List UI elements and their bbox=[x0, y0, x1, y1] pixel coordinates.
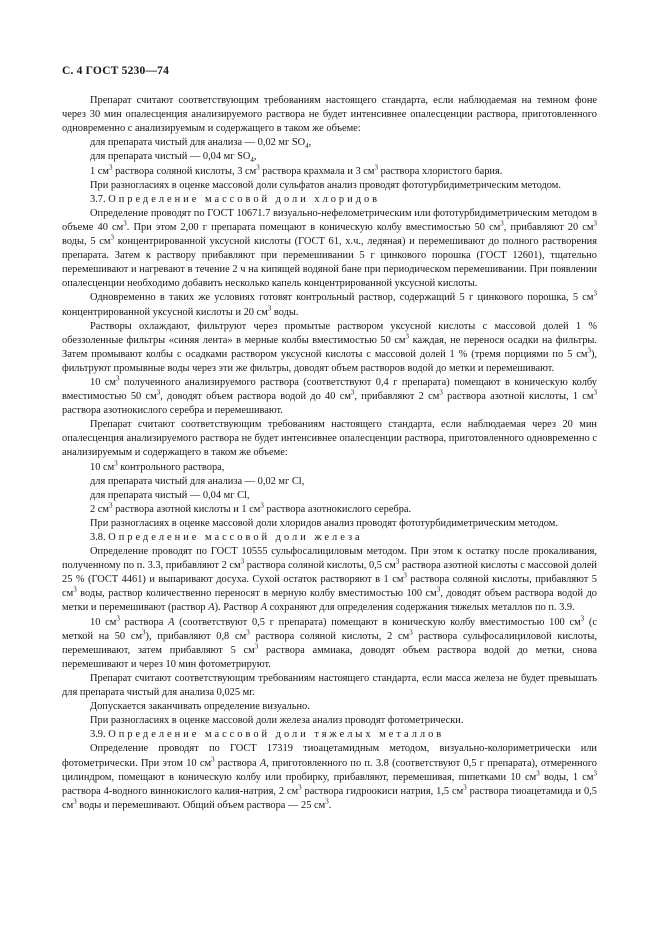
paragraph: Препарат считают соответствующим требованиям настоящего стандарта, если масса железа не будет превышать для препарата чистый для анализа 0,025 мг. bbox=[62, 672, 597, 699]
document-body bbox=[62, 94, 597, 813]
paragraph: Препарат считают соответствующим требованиям настоящего стандарта, если наблюдаемая на темном фоне через 30 мин опалесценция анализируемого раствора не будет интенсивнее опалесценции раствора, приготовленного одновременно с анализируемым и содержащего в таком же объеме: bbox=[62, 95, 597, 135]
text-line: 10 $см^3$ контрольного раствора, bbox=[90, 459, 225, 473]
text-line: 2 $см^3$ раствора азотной кислоты и 1 $см^3$ раствора азотнокислого серебра. bbox=[90, 501, 412, 515]
text-line: для препарата чистый — 0,04 мг Cl, bbox=[90, 489, 250, 501]
page-header: С. 4 ГОСТ 5230—74 bbox=[62, 65, 170, 77]
paragraph: Одновременно в таких же условиях готовят контрольный раствор, содержащий 5 г цинкового порошка, 5 $см^3$ концентрированной уксусной кислоты и 20 $см^3$ воды. bbox=[62, 289, 597, 318]
text-line: для препарата чистый для анализа — 0,02 мг $SO_4$, bbox=[90, 137, 312, 151]
paragraph: Препарат считают соответствующим требованиям настоящего стандарта, если наблюдаемая через 20 мин опалесценция анализируемого раствора не будет интенсивнее опалесценции раствора, приготовленного одновременно с анализируемым и содержащего в таком же объеме: bbox=[62, 419, 597, 459]
paragraph: Определение проводят по ГОСТ 17319 тиоацетамидным методом, визуально-колориметрически или фотометрически. При этом 10 $см^3$ раствора А, приготовленного по п. 3.8 (соответствуют 0,5 г препарата), отмеренного цилиндром, помещают в коническую колбу или пробирку, прибавляют, перемешивая, пипетками 10 $см^3$ воды, 1 $см^3$ раствора 4-водного виннокислого калия-натрия, 2 $см^3$ раствора гидроокиси натрия, 1,5 $см^3$ раствора тиоацетамида и 0,5 $см^3$ воды и перемешивают. Общий объем раствора — 25 $см^3$. bbox=[62, 743, 597, 811]
paragraph: 3.7. Определение массовой доли хлоридов bbox=[90, 193, 381, 205]
text-line: для препарата чистый — 0,04 мг $SO_4$, bbox=[90, 151, 257, 165]
paragraph: При разногласиях в оценке массовой доли железа анализ проводят фотометрически. bbox=[90, 715, 464, 727]
text-line: 1 $см^3$ раствора соляной кислоты, 3 $см^3$ раствора крахмала и 3 $см^3$ раствора хлористого бария. bbox=[90, 163, 503, 177]
paragraph: При разногласиях в оценке массовой доли сульфатов анализ проводят фототурбидиметрическим методом. bbox=[90, 179, 561, 191]
text-line: для препарата чистый для анализа — 0,02 мг Cl, bbox=[90, 475, 305, 487]
paragraph: При разногласиях в оценке массовой доли хлоридов анализ проводят фототурбидиметрическим методом. bbox=[90, 517, 558, 529]
paragraph: 3.9. Определение массовой доли тяжелых металлов bbox=[90, 729, 445, 741]
paragraph: Определение проводят по ГОСТ 10555 сульфосалициловым методом. При этом к остатку после прокаливания, полученному по п. 3.3, прибавляют 2 $см^3$ раствора соляной кислоты, 0,5 $см^3$ раствора азотной кислоты с массовой долей 25 % (ГОСТ 4461) и выпаривают досуха. Сухой остаток растворяют в 1 $см^3$ раствора соляной кислоты, прибавляют 5 $см^3$ воды, раствор количественно переносят в мерную колбу вместимостью 100 $см^3$, доводят объем раствора водой до метки и перемешивают (раствор А). Раствор А сохраняют для определения содержания тяжелых металлов по п. 3.9. bbox=[62, 546, 597, 614]
paragraph: 10 $см^3$ полученного анализируемого раствора (соответствуют 0,4 г препарата) помещают в коническую колбу вместимостью 50 $см^3$, доводят объем раствора водой до 40 $см^3$, прибавляют 2 $см^3$ раствора азотной кислоты, 1 $см^3$ раствора азотнокислого серебра и перемешивают. bbox=[62, 374, 597, 417]
paragraph: 3.8. Определение массовой доли железа bbox=[90, 532, 363, 543]
paragraph: 10 $см^3$ раствора А (соответствуют 0,5 г препарата) помещают в коническую колбу вместимостью 100 $см^3$ (с меткой на 50 $см^3$), прибавляют 0,8 $см^3$ раствора соляной кислоты, 2 $см^3$ раствора сульфосалициловой кислоты, перемешивают, затем прибавляют 5 $см^3$ раствора аммиака, доводят объем раствора водой до метки, снова перемешивают и через 10 мин фотометрируют. bbox=[62, 614, 597, 670]
paragraph: Определение проводят по ГОСТ 10671.7 визуально-нефелометрическим или фототурбидиметрическим методом в объеме 40 $см^3$. При этом 2,00 г препарата помещают в коническую колбу вместимостью 50 $см^3$, прибавляют 20 $см^3$ воды, 5 $см^3$ концентрированной уксусной кислоты (ГОСТ 61, х.ч., ледяная) и перемешивают до полного растворения препарата. Затем к раствору прибавляют при перемешивании 5 г цинкового порошка (ГОСТ 12601), тщательно перемешивают и нагревают в течение 2 ч на кипящей водяной бане при периодическом перемешивании. При появлении опалесценции необходимо добавить несколько капель концентрированной уксусной кислоты. bbox=[62, 207, 597, 290]
document-page bbox=[62, 64, 597, 813]
paragraph: Допускается заканчивать определение визуально. bbox=[90, 701, 310, 713]
paragraph: Растворы охлаждают, фильтруют через промытые раствором уксусной кислоты с массовой долей 1 % обеззоленные фильтры «синяя лента» в мерные колбы вместимостью 50 $см^3$ каждая, не перенося осадки на фильтры. Затем промывают колбы с осадками раствором уксусной кислоты с массовой долей 1 % (тремя порциями по 5 $см^3$), фильтруют промывные воды через эти же фильтры, доводят объем растворов водой до метки и перемешивают. bbox=[62, 320, 597, 374]
